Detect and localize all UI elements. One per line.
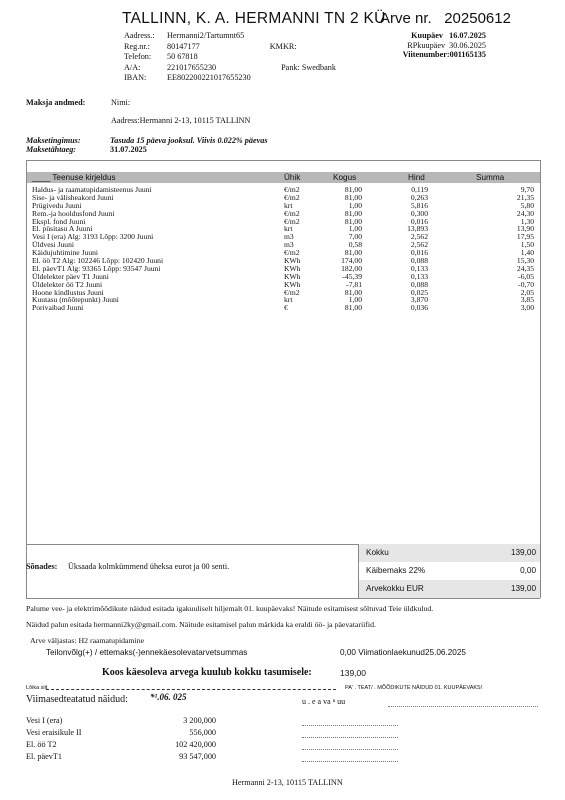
readings-header-line (388, 706, 538, 707)
service-description: Kuutasu (mõõtepunkt) Juuni (32, 295, 119, 305)
service-sum: 17,95 (516, 232, 534, 242)
service-unit: €/m2 (284, 185, 300, 194)
service-unit: m3 (284, 240, 294, 250)
service-unit: €/m2 (284, 208, 300, 218)
service-sum: -0,70 (518, 279, 534, 289)
payer-label: Maksja andmed: (26, 98, 86, 107)
service-quantity: 81,00 (344, 287, 362, 297)
col-sum-header: Summa (476, 173, 505, 182)
invoice-date: 16.07.2025 (449, 31, 486, 40)
service-description: Sise- ja välisheakord Juuni (32, 192, 114, 202)
service-quantity: 0,58 (348, 240, 362, 250)
due-date-label: Maksetähtaeg: (26, 145, 77, 154)
reading-input-line[interactable] (302, 761, 398, 762)
table-row (26, 218, 540, 226)
reading-name: El. päevT1 (26, 752, 62, 761)
service-unit: KWh (284, 279, 301, 289)
service-description: Prügivedu Juuni (32, 200, 82, 210)
amount-in-words: Üksaada kolmkümmend üheksa eurot ja 00 senti. (68, 562, 230, 571)
service-sum: 1,40 (520, 248, 534, 258)
invoice-total-label: Arvekokku EUR (366, 584, 424, 593)
service-quantity: -7,81 (346, 279, 362, 289)
service-price: 0,088 (410, 256, 428, 266)
subtotal-label: Kokku (366, 548, 389, 557)
table-row (26, 241, 540, 249)
table-row (26, 194, 540, 202)
service-description: Haldus- ja raamatupidamisteenus Juuni (32, 185, 152, 194)
service-price: 2,562 (410, 232, 428, 242)
service-unit: KWh (284, 256, 301, 266)
rp-date: 30.06.2025 (449, 40, 486, 50)
service-price: 3,870 (410, 295, 428, 305)
email-note: Näidud palun esitada hermanni2ky@gmail.com. Näitude esitamisel palun märkida ka eraldi öö- ja päevatariifid. (26, 620, 376, 629)
cut-right-text: PA' . TEAT/ . MÕÕDIKUTE NÄIDUD 01. KUUPÄEVAKS! (345, 685, 483, 691)
service-unit: €/m2 (284, 248, 300, 258)
payment-terms (26, 136, 268, 154)
totals-bottom-border (26, 598, 540, 599)
service-description: Hoone kindlustus Juuni (32, 287, 104, 297)
service-quantity: 1,00 (348, 200, 362, 210)
vat-value: 0,00 (520, 566, 536, 575)
table-row (26, 304, 540, 312)
reading-value: 93 547,000 (179, 752, 216, 761)
issuer-iban: EE802200221017655230 (167, 73, 251, 82)
service-description: Ekspl. fond Juuni (32, 216, 86, 226)
issuer-details (124, 31, 336, 84)
reading-name: Vesi eraisikule II (26, 728, 82, 737)
service-description: El. püsitasu A Juuni (32, 224, 93, 234)
service-sum: 3,00 (520, 303, 534, 313)
invoice-number: 20250612 (444, 10, 511, 27)
service-description: Käidujuhtimine Juuni (32, 248, 99, 258)
service-sum: 15,30 (516, 256, 534, 266)
service-description: Porivaibad Juuni (32, 303, 84, 313)
reading-input-line[interactable] (302, 737, 398, 738)
subtotal-value: 139,00 (510, 548, 536, 557)
date-label: Kuupäev (411, 31, 444, 40)
service-unit: KWh (284, 263, 301, 273)
service-sum: -6,05 (518, 271, 534, 281)
col-desc-header: ____ Teenuse kirjeldus (32, 173, 116, 182)
reference-label: Viitenumber: (402, 50, 450, 59)
service-description: Üldvesi Juuni (32, 240, 74, 250)
service-price: 0,133 (410, 263, 428, 273)
terms-label: Maksetingimus: (26, 136, 81, 145)
reading-row (26, 752, 546, 764)
service-sum: 13,90 (516, 224, 534, 234)
service-price: 0,036 (410, 303, 428, 313)
table-body (26, 186, 540, 312)
service-sum: 1,50 (520, 240, 534, 250)
service-price: 0,016 (410, 216, 428, 226)
vat-row (358, 562, 540, 580)
table-right-border (540, 160, 541, 598)
reading-value: 102 420,000 (175, 740, 216, 749)
table-top-border (26, 160, 540, 161)
bank-name: Pank: Swedbank (281, 62, 336, 72)
service-description: Üldelekter öö T2 Juuni (32, 279, 103, 289)
service-sum: 24,30 (516, 208, 534, 218)
invoice-number-line (380, 10, 511, 27)
service-price: 0,088 (410, 279, 428, 289)
issuer-phone: 50 67818 (167, 52, 198, 61)
service-quantity: 174,00 (341, 256, 362, 266)
service-sum: 1,30 (520, 216, 534, 226)
service-description: Üldelekter päev T1 Juuni (32, 271, 109, 281)
service-description: El. öö T2 Alg: 102246 Lõpp: 102420 Juuni (32, 256, 164, 266)
reading-row (26, 728, 546, 740)
reference-number: 001165135 (449, 50, 486, 59)
service-quantity: 81,00 (344, 216, 362, 226)
cut-line (46, 689, 336, 690)
service-sum: 9,70 (520, 185, 534, 194)
reading-value: 556,000 (189, 728, 216, 737)
readings-form-header: u . e a va ⁿ uu (302, 697, 346, 706)
service-price: 5,816 (410, 200, 428, 210)
service-price: 0,263 (410, 192, 428, 202)
table-header (26, 172, 540, 183)
reading-input-line[interactable] (302, 749, 398, 750)
service-unit: €/m2 (284, 216, 300, 226)
issuer-address: Hermanni2/Tartumnt65 (167, 31, 245, 40)
service-quantity: 81,00 (344, 208, 362, 218)
service-price: 0,016 (410, 248, 428, 258)
service-price: 13,893 (407, 224, 428, 234)
service-unit: KWh (284, 271, 301, 281)
words-label: Sõnades: (26, 562, 58, 571)
service-sum: 5,80 (520, 200, 534, 210)
grand-total-value: 139,00 (340, 668, 366, 678)
service-quantity: 81,00 (344, 185, 362, 194)
address-label: Aadress.: (124, 31, 155, 40)
service-unit: krt (284, 295, 293, 305)
readings-list (26, 716, 546, 764)
service-price: 0,133 (410, 271, 428, 281)
service-sum: 24,35 (516, 263, 534, 273)
service-unit: €/m2 (284, 287, 300, 297)
service-unit: m3 (284, 232, 294, 242)
balance-value: 0,00 Viimationlaekunud25.06.2025 (340, 648, 466, 657)
service-quantity: 7,00 (348, 232, 362, 242)
aa-label: A/A: (124, 62, 141, 72)
service-price: 0,119 (411, 185, 428, 194)
meter-reading-note: Palume vee- ja elektrimõõdikute näidud esitada igakuuliselt hiljemalt 01. kuupäevaks! Näitude esitamisest sõltuvad Teie üldkulud. (26, 604, 434, 613)
invoice-total-value: 139,00 (510, 584, 536, 593)
table-row (26, 273, 540, 281)
kmkr-label: KMKR: (269, 41, 297, 51)
grand-total-label: Koos käesoleva arvega kuulub kokku tasumisele: (102, 667, 312, 678)
service-price: 0,300 (410, 208, 428, 218)
service-description: Vesi I (era) Alg: 3193 Lõpp: 3200 Juuni (32, 232, 154, 242)
service-quantity: 1,00 (348, 224, 362, 234)
invoice-total-row (358, 580, 540, 598)
service-quantity: -45,39 (342, 271, 362, 281)
reading-value: 3 200,000 (183, 716, 216, 725)
rp-date-label: RPkuupäev (407, 40, 446, 50)
phone-label: Telefon: (124, 52, 152, 61)
company-name: TALLINN, K. A. HERMANNI TN 2 KÜ (122, 10, 386, 27)
reading-row (26, 716, 546, 728)
service-description: El. päevT1 Alg: 93365 Lõpp: 93547 Juuni (32, 263, 161, 273)
reading-input-line[interactable] (302, 725, 398, 726)
service-description: Rem.-ja hooldusfond Juuni (32, 208, 115, 218)
col-qty-header: Kogus (333, 173, 357, 182)
regnr-label: Reg.nr.: (124, 41, 150, 51)
totals-divider (358, 544, 359, 598)
service-unit: krt (284, 200, 293, 210)
payer-name-label: Nimi: (111, 98, 131, 107)
service-quantity: 182,00 (341, 263, 362, 273)
last-readings-title: Viimasedteatatud näidud: (26, 694, 128, 705)
service-sum: 21,35 (516, 192, 534, 202)
totals-box (358, 544, 540, 598)
invoice-label: Arve nr. (380, 10, 432, 27)
service-quantity: 81,00 (344, 192, 362, 202)
reading-name: Vesi I (era) (26, 716, 63, 725)
cut-here-label: Lõika siit (26, 685, 48, 691)
terms-value: Tasuda 15 päeva jooksul. Viivis 0.022% päevas (110, 136, 268, 145)
service-price: 0,025 (410, 287, 428, 297)
footer-address: Hermanni 2-13, 10115 TALLINN (232, 778, 343, 787)
service-unit: €/m2 (284, 192, 300, 202)
service-quantity: 81,00 (344, 248, 362, 258)
col-unit-header: Ühik (284, 173, 301, 182)
issuer-regnr: 80147177 (167, 41, 200, 51)
payer-address: Aadress:Hermanni 2-13, 10115 TALLINN (111, 116, 251, 125)
last-readings-date: *¹.06. 025 (150, 692, 187, 702)
reading-name: El. öö T2 (26, 740, 57, 749)
issued-by: Arve väljastas: H2 raamatupidamine (30, 636, 145, 645)
vat-label: Käibemaks 22% (366, 566, 426, 575)
reading-row (26, 740, 546, 752)
service-unit: € (284, 303, 288, 313)
table-row (26, 233, 540, 241)
subtotal-row (358, 544, 540, 562)
col-price-header: Hind (408, 173, 425, 182)
balance-label: Teilonvõlg(+) / ettemaks(-)ennekäesolevatarvetsummas (46, 648, 248, 657)
service-sum: 3,85 (520, 295, 534, 305)
issuer-aa: 221017655230 (167, 62, 217, 72)
table-row (26, 296, 540, 304)
service-quantity: 1,00 (348, 295, 362, 305)
service-unit: krt (284, 224, 293, 234)
invoice-dates (368, 31, 486, 60)
service-quantity: 81,00 (344, 303, 362, 313)
due-date: 31.07.2025 (110, 145, 147, 154)
table-row (26, 210, 540, 218)
service-sum: 2,05 (520, 287, 534, 297)
iban-label: IBAN: (124, 73, 147, 82)
service-price: 2,562 (410, 240, 428, 250)
